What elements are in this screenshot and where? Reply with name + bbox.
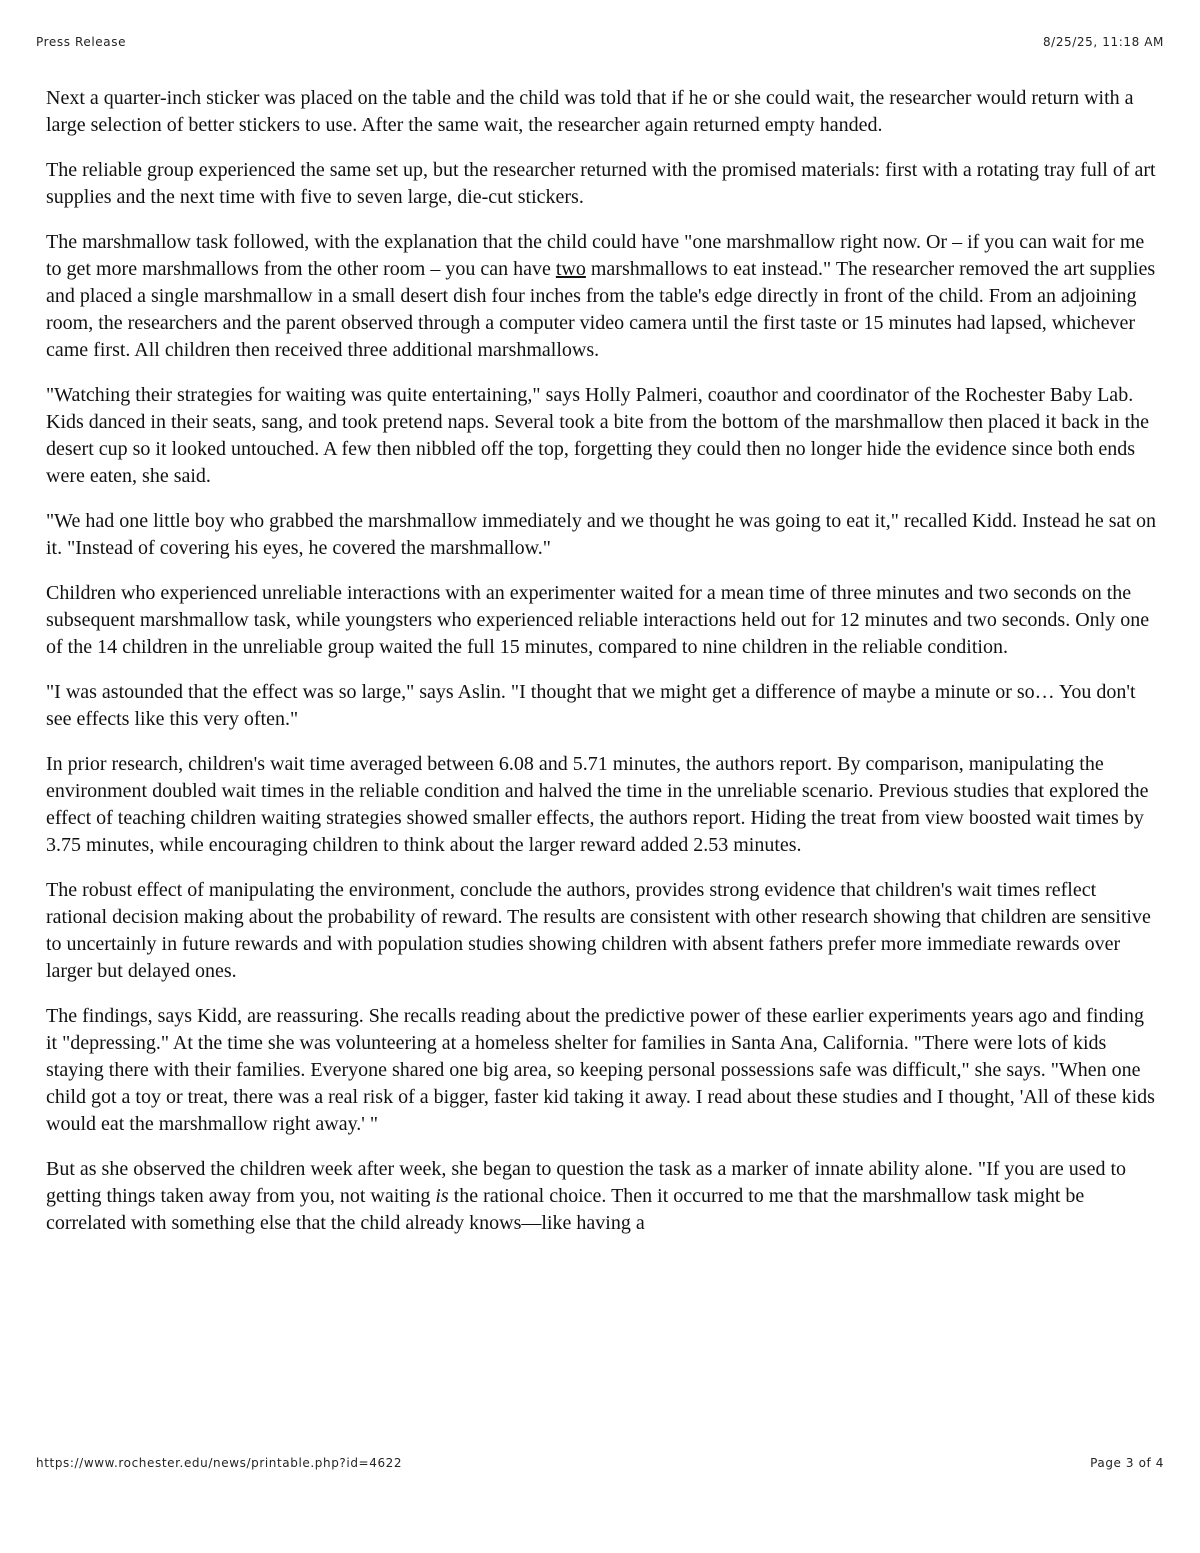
paragraph: Children who experienced unreliable interactions with an experimenter waited for a mean time of three minutes and two seconds on the subsequent marshmallow task, while youngsters who experienced reliable interactions held out for 12 minutes and two seconds. Only one of the 14 children in the unreliable group waited the full 15 minutes, compared to nine children in the reliable condition.: [46, 582, 1150, 658]
paragraph: "We had one little boy who grabbed the marshmallow immediately and we thought he was going to eat it," recalled Kidd. Instead he sat on it. "Instead of covering his eyes, he covered the marshmallow.": [46, 510, 1156, 559]
italic-emphasis: is: [435, 1185, 449, 1207]
underlined-emphasis: two: [555, 258, 586, 280]
footer-page-number: Page 3 of 4: [1090, 1456, 1164, 1470]
print-footer: [36, 1456, 1164, 1470]
paragraph: The findings, says Kidd, are reassuring. She recalls reading about the predictive power of these earlier experiments years ago and finding it "depressing." At the time she was volunteering at a homeless shelter for families in Santa Ana, California. "There were lots of kids staying there with their families. Everyone shared one big area, so keeping personal possessions safe was difficult," she says. "When one child got a toy or treat, there was a real risk of a bigger, faster kid taking it away. I read about these studies and I thought, 'All of these kids would eat the marshmallow right away.' ": [46, 1005, 1155, 1135]
paragraph: The reliable group experienced the same set up, but the researcher returned with the promised materials: first with a rotating tray full of art supplies and the next time with five to seven large, die-cut stickers.: [46, 159, 1156, 208]
footer-url[interactable]: https://www.rochester.edu/news/printable.php?id=4622: [36, 1456, 403, 1470]
paragraph: Next a quarter-inch sticker was placed on the table and the child was told that if he or she could wait, the researcher would return with a large selection of better stickers to use. After the same wait, the researcher again returned empty handed.: [46, 87, 1134, 136]
header-datetime: 8/25/25, 11:18 AM: [1042, 35, 1164, 49]
paragraph-text: marshmallows to eat instead." The researcher removed the art supplies and placed a single marshmallow in a small desert dish four inches from the table's edge directly in front of the child. From an adjoining room, the researchers and the parent observed through a computer video camera until the first taste or 15 minutes had lapsed, whichever came first. All children then received three additional marshmallows.: [46, 258, 1156, 361]
paragraph: [46, 1156, 1158, 1237]
paragraph: "I was astounded that the effect was so large," says Aslin. "I thought that we might get a difference of maybe a minute or so… You don't see effects like this very often.": [46, 681, 1136, 730]
article-body: [46, 85, 1158, 1255]
paragraph: "Watching their strategies for waiting was quite entertaining," says Holly Palmeri, coauthor and coordinator of the Rochester Baby Lab. Kids danced in their seats, sang, and took pretend naps. Several took a bite from the bottom of the marshmallow then placed it back in the desert cup so it looked untouched. A few then nibbled off the top, forgetting they could then no longer hide the evidence since both ends were eaten, she said.: [46, 384, 1150, 487]
paragraph-text: the rational choice. Then it occurred to me that the marshmallow task might be correlated with something else that the child already knows—like having a: [46, 1185, 1085, 1234]
paragraph: [46, 229, 1158, 364]
paragraph-text: The marshmallow task followed, with the explanation that the child could have "one marshmallow right now. Or – if you can wait for me to get more marshmallows from the other room – you can have: [46, 231, 1145, 280]
paragraph-text: But as she observed the children week after week, she began to question the task as a marker of innate ability alone. "If you are used to getting things taken away from you, not waiting: [46, 1158, 1127, 1207]
print-header: [36, 35, 1164, 49]
paragraph: In prior research, children's wait time averaged between 6.08 and 5.71 minutes, the authors report. By comparison, manipulating the environment doubled wait times in the reliable condition and halved the time in the unreliable scenario. Previous studies that explored the effect of teaching children waiting strategies showed smaller effects, the authors report. Hiding the treat from view boosted wait times by 3.75 minutes, while encouraging children to think about the larger reward added 2.53 minutes.: [46, 753, 1149, 856]
header-title: Press Release: [36, 35, 127, 49]
paragraph: The robust effect of manipulating the environment, conclude the authors, provides strong evidence that children's wait times reflect rational decision making about the probability of reward. The results are consistent with other research showing that children are sensitive to uncertainly in future rewards and with population studies showing children with absent fathers prefer more immediate rewards over larger but delayed ones.: [46, 879, 1151, 982]
